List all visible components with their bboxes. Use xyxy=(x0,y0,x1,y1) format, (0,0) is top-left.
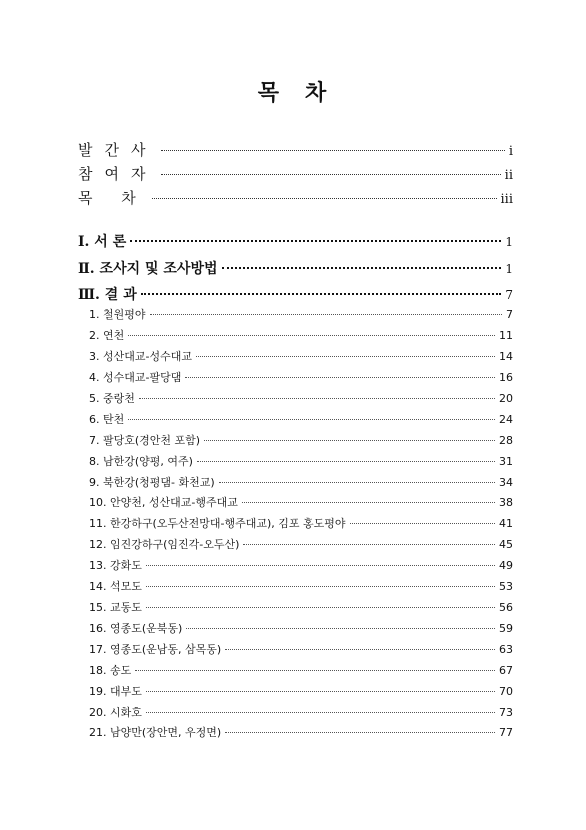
toc-section-13[interactable] xyxy=(89,557,513,573)
dot-leader xyxy=(130,240,501,242)
dot-leader xyxy=(139,398,495,399)
dot-leader xyxy=(150,314,503,315)
toc-page-number: 53 xyxy=(499,580,513,593)
toc-label: 15. 교동도 xyxy=(89,601,142,614)
toc-page-number: 67 xyxy=(499,664,513,677)
toc-chapter-1[interactable] xyxy=(78,231,513,251)
toc-page-number: 1 xyxy=(505,235,513,249)
toc-page-number: 7 xyxy=(506,308,513,321)
toc-label: Ⅰ. 서 론 xyxy=(78,234,127,250)
toc-section-20[interactable] xyxy=(89,704,513,720)
toc-label: 17. 영종도(운남동, 삼목동) xyxy=(89,643,222,656)
toc-section-21[interactable] xyxy=(89,724,513,740)
toc-page-number: 63 xyxy=(499,643,513,656)
toc-page-number: 77 xyxy=(499,726,513,739)
toc-section-6[interactable] xyxy=(89,411,513,427)
dot-leader xyxy=(161,174,500,175)
toc-section-12[interactable] xyxy=(89,536,513,552)
dot-leader xyxy=(219,482,495,483)
title-char-2: 차 xyxy=(305,80,329,106)
dot-leader xyxy=(146,586,495,587)
toc-page-number: 70 xyxy=(499,685,513,698)
toc-label: 4. 성수대교-팔당댐 xyxy=(89,371,182,384)
toc-label: 8. 남한강(양평, 여주) xyxy=(89,455,193,468)
toc-front-foreword[interactable] xyxy=(78,139,513,160)
toc-label: 10. 안양천, 성산대교-행주대교 xyxy=(89,496,238,509)
toc-page-number: 49 xyxy=(499,559,513,572)
toc-label: 19. 대부도 xyxy=(89,685,142,698)
toc-page-number: 20 xyxy=(499,392,513,405)
toc-front-contents[interactable] xyxy=(78,187,513,208)
toc-section-15[interactable] xyxy=(89,599,513,615)
toc-page-number: 16 xyxy=(499,371,513,384)
toc-section-11[interactable] xyxy=(89,515,513,531)
toc-section-14[interactable] xyxy=(89,578,513,594)
dot-leader xyxy=(186,628,495,629)
toc-chapter-2[interactable] xyxy=(78,258,513,278)
toc-label: 발간사 xyxy=(78,141,158,159)
toc-label: 14. 석모도 xyxy=(89,580,142,593)
toc-section-18[interactable] xyxy=(89,662,513,678)
dot-leader xyxy=(141,293,502,295)
toc-label: 21. 남양만(장안면, 우정면) xyxy=(89,726,222,739)
toc-label: 목 차 xyxy=(78,189,148,207)
dot-leader xyxy=(146,607,495,608)
toc-label: 13. 강화도 xyxy=(89,559,142,572)
toc-page-number: 24 xyxy=(499,413,513,426)
toc-page-number: 14 xyxy=(499,350,513,363)
toc-label: 2. 연천 xyxy=(89,329,125,342)
dot-leader xyxy=(128,335,495,336)
dot-leader xyxy=(204,440,495,441)
dot-leader xyxy=(196,356,495,357)
toc-section-17[interactable] xyxy=(89,641,513,657)
dot-leader xyxy=(242,502,495,503)
toc-section-8[interactable] xyxy=(89,453,513,469)
toc-front-participants[interactable] xyxy=(78,163,513,184)
dot-leader xyxy=(243,544,495,545)
toc-label: 16. 영종도(운북동) xyxy=(89,622,183,635)
toc-page-number: i xyxy=(508,144,513,159)
dot-leader xyxy=(152,198,497,199)
toc-page-number: 56 xyxy=(499,601,513,614)
toc-section-2[interactable] xyxy=(89,327,513,343)
toc-label: 7. 팔당호(경안천 포함) xyxy=(89,434,201,447)
dot-leader xyxy=(146,712,495,713)
toc-page-number: 45 xyxy=(499,538,513,551)
title-char-1: 목 xyxy=(257,80,281,106)
toc-page-number: 28 xyxy=(499,434,513,447)
dot-leader xyxy=(225,732,495,733)
toc-section-10[interactable] xyxy=(89,494,513,510)
toc-chapter-3[interactable] xyxy=(78,284,513,304)
dot-leader xyxy=(197,461,495,462)
toc-label: 11. 한강하구(오두산전망대-행주대교), 김포 홍도평야 xyxy=(89,517,346,530)
dot-leader xyxy=(146,691,495,692)
toc-label: 5. 중랑천 xyxy=(89,392,135,405)
toc-label: Ⅱ. 조사지 및 조사방법 xyxy=(78,261,218,277)
dot-leader xyxy=(222,267,502,269)
dot-leader xyxy=(135,670,495,671)
page-title xyxy=(0,76,586,107)
toc-label: 9. 북한강(청평댐- 화천교) xyxy=(89,476,215,489)
toc-page-number: 31 xyxy=(499,455,513,468)
toc-section-3[interactable] xyxy=(89,348,513,364)
toc-section-4[interactable] xyxy=(89,369,513,385)
toc-label: 12. 임진강하구(임진각-오두산) xyxy=(89,538,240,551)
toc-page-number: 1 xyxy=(505,262,513,276)
dot-leader xyxy=(185,377,495,378)
toc-page-number: 59 xyxy=(499,622,513,635)
toc-page-number: 7 xyxy=(505,288,513,302)
dot-leader xyxy=(225,649,495,650)
toc-section-5[interactable] xyxy=(89,390,513,406)
toc-page-number: 38 xyxy=(499,496,513,509)
dot-leader xyxy=(146,565,495,566)
toc-label: 18. 송도 xyxy=(89,664,132,677)
toc-label: 20. 시화호 xyxy=(89,706,142,719)
toc-page-number: 34 xyxy=(499,476,513,489)
dot-leader xyxy=(161,150,504,151)
toc-section-19[interactable] xyxy=(89,683,513,699)
toc-section-16[interactable] xyxy=(89,620,513,636)
toc-label: 참여자 xyxy=(78,165,158,183)
toc-section-7[interactable] xyxy=(89,432,513,448)
toc-section-9[interactable] xyxy=(89,474,513,490)
toc-page-number: 73 xyxy=(499,706,513,719)
toc-label: Ⅲ. 결 과 xyxy=(78,287,137,303)
toc-page-number: 41 xyxy=(499,517,513,530)
toc-page-number: iii xyxy=(500,192,513,207)
toc-section-1[interactable] xyxy=(89,306,513,322)
toc-label: 6. 탄천 xyxy=(89,413,125,426)
toc-page-number: 11 xyxy=(499,329,513,342)
toc-label: 1. 철원평야 xyxy=(89,308,146,321)
dot-leader xyxy=(128,419,495,420)
dot-leader xyxy=(350,523,495,524)
toc-label: 3. 성산대교-성수대교 xyxy=(89,350,192,363)
toc-page-number: ii xyxy=(504,168,513,183)
